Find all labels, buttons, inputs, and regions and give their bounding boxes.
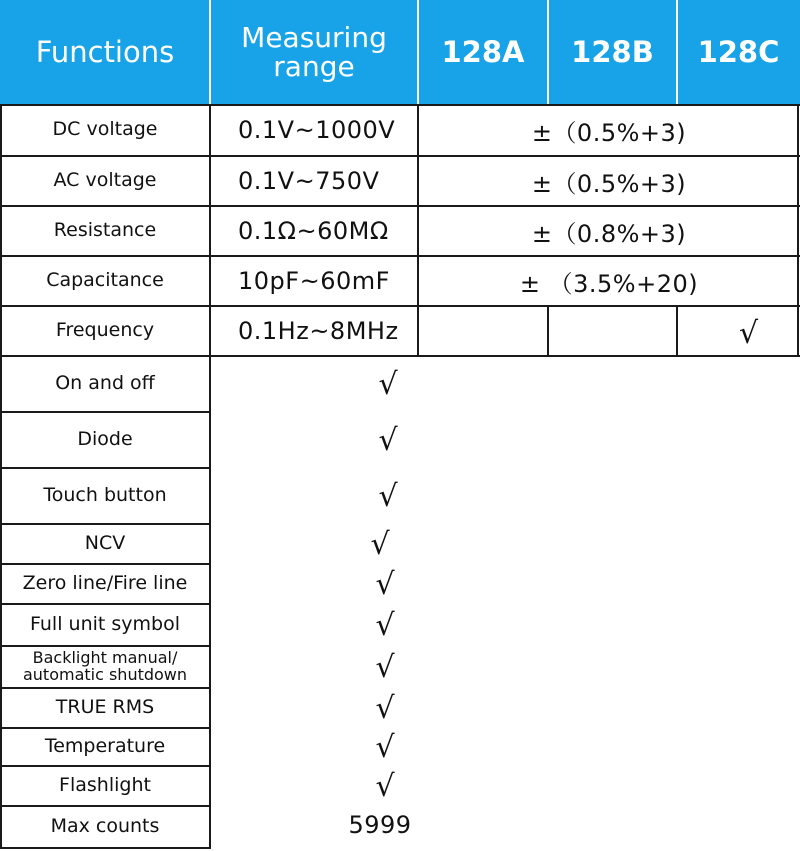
grid-line bbox=[0, 155, 800, 157]
grid-line bbox=[0, 305, 800, 307]
function-label: Max counts bbox=[50, 815, 160, 838]
mark-128b bbox=[548, 306, 677, 356]
grid-line bbox=[0, 255, 800, 257]
check-icon: √ bbox=[375, 566, 395, 602]
check-icon: √ bbox=[375, 729, 395, 765]
grid-line bbox=[0, 355, 800, 357]
check-icon: √ bbox=[378, 366, 398, 402]
grid-line bbox=[0, 687, 210, 689]
function-label: Flashlight bbox=[59, 774, 151, 797]
range-value: 0.1Ω~60MΩ bbox=[238, 217, 389, 245]
function-label: TRUE RMS bbox=[55, 696, 155, 719]
function-label: Resistance bbox=[53, 219, 157, 242]
function-label: NCV bbox=[84, 532, 126, 555]
grid-line bbox=[0, 205, 800, 207]
check-icon: √ bbox=[375, 649, 395, 685]
grid-line bbox=[0, 645, 210, 647]
header-model-128b: 128B bbox=[548, 0, 677, 104]
check-icon: √ bbox=[375, 607, 395, 643]
function-label: Capacitance bbox=[46, 269, 164, 292]
grid-line bbox=[417, 104, 419, 356]
range-value: 10pF~60mF bbox=[238, 267, 390, 295]
grid-line bbox=[797, 104, 799, 356]
header-measuring-range: Measuring range bbox=[210, 0, 418, 104]
range-value: 0.1V~1000V bbox=[238, 116, 396, 144]
accuracy-value: ±（0.8%+3) bbox=[531, 219, 687, 248]
grid-line bbox=[0, 563, 210, 565]
check-icon: √ bbox=[375, 768, 395, 804]
header-divider bbox=[676, 0, 678, 104]
function-label: Diode bbox=[77, 428, 133, 451]
mark-128a bbox=[418, 306, 548, 356]
check-icon: √ bbox=[375, 690, 395, 726]
grid-line bbox=[0, 727, 210, 729]
header-model-128a: 128A bbox=[418, 0, 548, 104]
check-icon: √ bbox=[378, 422, 398, 458]
grid-line bbox=[547, 305, 549, 356]
function-label: On and off bbox=[55, 372, 155, 395]
grid-line bbox=[0, 523, 210, 525]
function-label: AC voltage bbox=[53, 169, 157, 192]
function-label: Full unit symbol bbox=[30, 613, 180, 636]
check-icon: √ bbox=[738, 315, 759, 351]
function-label: Backlight manual/ automatic shutdown bbox=[22, 648, 188, 684]
grid-line bbox=[0, 411, 210, 413]
accuracy-value: ±（0.5%+3) bbox=[531, 169, 687, 198]
accuracy-value: ±（0.5%+3) bbox=[531, 118, 687, 147]
max-counts-value: 5999 bbox=[348, 811, 412, 839]
grid-line bbox=[0, 104, 800, 106]
grid-line bbox=[0, 104, 2, 849]
grid-line bbox=[209, 104, 211, 849]
grid-line bbox=[0, 805, 210, 807]
range-value: 0.1V~750V bbox=[238, 167, 380, 195]
header-divider bbox=[417, 0, 419, 104]
function-label: Touch button bbox=[43, 484, 167, 507]
check-icon: √ bbox=[378, 478, 398, 514]
header-functions: Functions bbox=[0, 0, 210, 104]
range-value: 0.1Hz~8MHz bbox=[238, 317, 399, 345]
function-label: Frequency bbox=[55, 319, 155, 342]
grid-line bbox=[0, 467, 210, 469]
function-label: Zero line/Fire line bbox=[22, 572, 188, 595]
function-label: Temperature bbox=[44, 735, 166, 758]
grid-line bbox=[0, 847, 210, 849]
header-divider bbox=[547, 0, 549, 104]
header-model-128c: 128C bbox=[677, 0, 800, 104]
grid-line bbox=[676, 305, 678, 356]
check-icon: √ bbox=[370, 526, 390, 562]
header-divider bbox=[209, 0, 211, 104]
function-label: DC voltage bbox=[52, 118, 158, 141]
grid-line bbox=[0, 603, 210, 605]
grid-line bbox=[0, 765, 210, 767]
accuracy-value: ± （3.5%+20) bbox=[519, 269, 699, 298]
